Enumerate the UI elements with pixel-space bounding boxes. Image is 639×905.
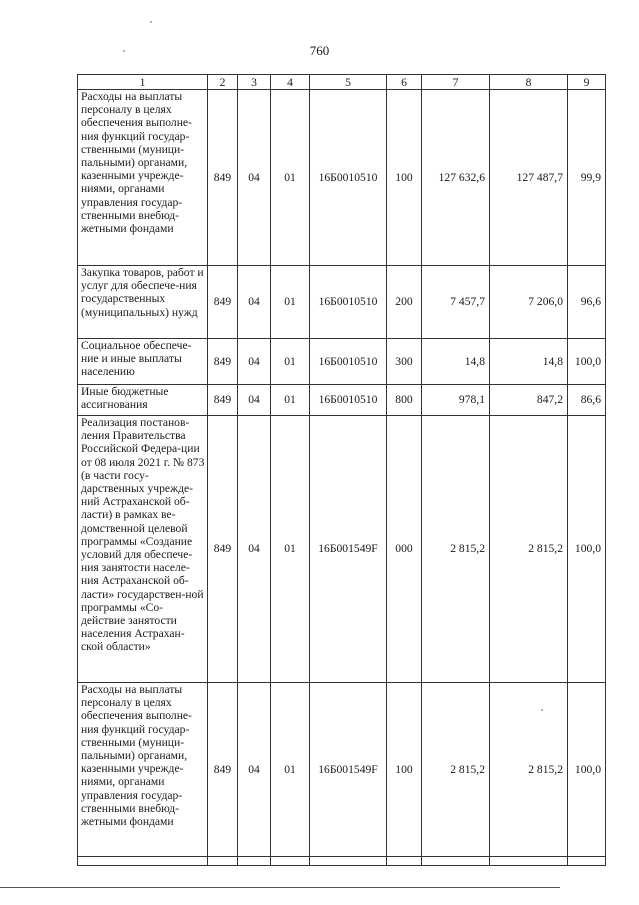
row-subsection: 01 — [271, 266, 310, 339]
row-expense-type: 000 — [387, 416, 422, 683]
row-target-article: 16Б0010510 — [310, 385, 387, 416]
row-target-article: 16Б001549F — [310, 683, 387, 857]
row-description: Расходы на выплаты персоналу в целях обеспечения выполне-ния функций государ-ственными (муници-пальными) органами, казенными учрежде-ниями, органами управления государ-ственными внебюд-жетными фондами — [78, 683, 208, 857]
row-section: 04 — [238, 339, 271, 385]
row-expense-type: 800 — [387, 385, 422, 416]
row-executed: 127 487,7 — [490, 90, 568, 266]
row-admin-code: 849 — [208, 266, 238, 339]
gap-cell — [310, 857, 387, 866]
row-admin-code: 849 — [208, 385, 238, 416]
row-executed: 2 815,2 — [490, 683, 568, 857]
row-description: Реализация постанов-ления Правительства Российской Федера-ции от 08 июля 2021 г. № 873 (в части госу-дарственных учрежде-ний Астраханской об-ласти) в рамках ве-домственной целевой программы «Создание условий для обеспече-ния занятости населе-ния Астраханской об-ласти» государствен-ной программы «Со-действие занятости населения Астрахан-ской области» — [78, 416, 208, 683]
row-subsection: 01 — [271, 385, 310, 416]
row-subsection: 01 — [271, 90, 310, 266]
gap-cell — [238, 857, 271, 866]
scan-speck — [541, 709, 543, 711]
row-percent: 96,6 — [568, 266, 606, 339]
row-admin-code: 849 — [208, 683, 238, 857]
gap-cell — [271, 857, 310, 866]
row-planned: 7 457,7 — [422, 266, 490, 339]
page-number: 760 — [309, 43, 330, 58]
budget-table — [77, 74, 606, 866]
row-subsection: 01 — [271, 339, 310, 385]
header-cell-9: 9 — [568, 75, 606, 90]
row-target-article: 16Б0010510 — [310, 90, 387, 266]
header-row — [78, 75, 606, 90]
row-percent: 100,0 — [568, 339, 606, 385]
row-target-article: 16Б001549F — [310, 416, 387, 683]
row-percent: 100,0 — [568, 416, 606, 683]
scan-speck — [123, 50, 125, 52]
row-subsection: 01 — [271, 683, 310, 857]
gap-cell — [78, 857, 208, 866]
row-section: 04 — [238, 416, 271, 683]
row-expense-type: 100 — [387, 683, 422, 857]
table-continuation-row — [78, 857, 606, 866]
row-section: 04 — [238, 266, 271, 339]
page-bottom-rule — [0, 887, 560, 888]
table-row — [78, 339, 606, 385]
row-description: Закупка товаров, работ и услуг для обеспече-ния государственных (муниципальных) нужд — [78, 266, 208, 339]
row-description: Иные бюджетные ассигнования — [78, 385, 208, 416]
row-percent: 99,9 — [568, 90, 606, 266]
row-percent: 100,0 — [568, 683, 606, 857]
table-row — [78, 683, 606, 857]
row-executed: 14,8 — [490, 339, 568, 385]
row-admin-code: 849 — [208, 416, 238, 683]
row-planned: 2 815,2 — [422, 416, 490, 683]
header-cell-7: 7 — [422, 75, 490, 90]
row-admin-code: 849 — [208, 339, 238, 385]
gap-cell — [422, 857, 490, 866]
row-planned: 14,8 — [422, 339, 490, 385]
gap-cell — [387, 857, 422, 866]
scan-speck — [150, 21, 152, 23]
row-expense-type: 200 — [387, 266, 422, 339]
table-row — [78, 416, 606, 683]
header-cell-5: 5 — [310, 75, 387, 90]
row-description: Социальное обеспече-ние и иные выплаты населению — [78, 339, 208, 385]
row-section: 04 — [238, 385, 271, 416]
row-executed: 7 206,0 — [490, 266, 568, 339]
header-cell-4: 4 — [271, 75, 310, 90]
table-row — [78, 385, 606, 416]
header-cell-2: 2 — [208, 75, 238, 90]
row-planned: 978,1 — [422, 385, 490, 416]
row-description: Расходы на выплаты персоналу в целях обеспечения выполне-ния функций государ-ственными (муници-пальными) органами, казенными учрежде-ниями, органами управления государ-ственными внебюд-жетными фондами — [78, 90, 208, 266]
header-cell-6: 6 — [387, 75, 422, 90]
header-cell-1: 1 — [78, 75, 208, 90]
gap-cell — [490, 857, 568, 866]
row-subsection: 01 — [271, 416, 310, 683]
gap-cell — [208, 857, 238, 866]
row-expense-type: 100 — [387, 90, 422, 266]
table-row — [78, 266, 606, 339]
row-executed: 847,2 — [490, 385, 568, 416]
row-planned: 2 815,2 — [422, 683, 490, 857]
row-section: 04 — [238, 90, 271, 266]
gap-cell — [568, 857, 606, 866]
row-expense-type: 300 — [387, 339, 422, 385]
table-row — [78, 90, 606, 266]
header-cell-8: 8 — [490, 75, 568, 90]
row-planned: 127 632,6 — [422, 90, 490, 266]
row-executed: 2 815,2 — [490, 416, 568, 683]
row-percent: 86,6 — [568, 385, 606, 416]
header-cell-3: 3 — [238, 75, 271, 90]
row-target-article: 16Б0010510 — [310, 339, 387, 385]
row-section: 04 — [238, 683, 271, 857]
row-admin-code: 849 — [208, 90, 238, 266]
row-target-article: 16Б0010510 — [310, 266, 387, 339]
